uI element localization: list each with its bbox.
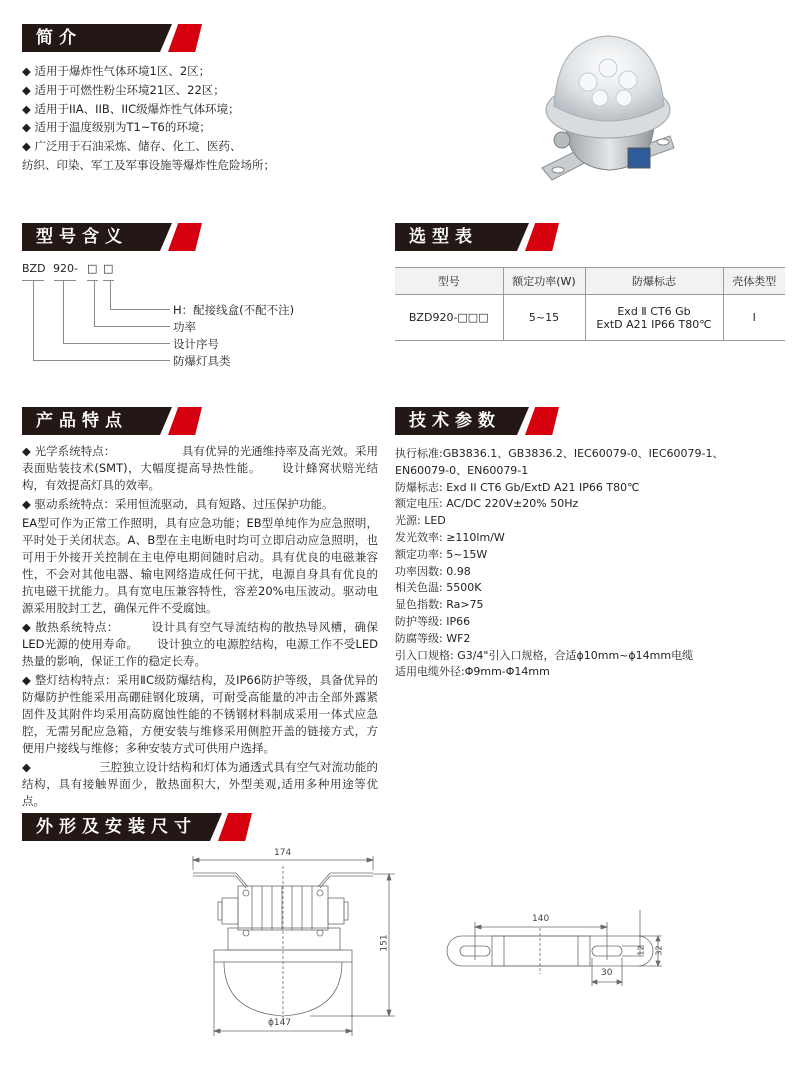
- ex-mark-line-1: Exd Ⅱ CT6 Gb: [617, 304, 691, 318]
- code-power-box: □: [87, 262, 98, 275]
- divider: [110, 280, 111, 309]
- divider: [94, 280, 95, 326]
- cell-power: 5~15: [503, 295, 585, 341]
- param-ex-mark: 防爆标志: Exd II CT6 Gb/ExtD A21 IP66 T80℃: [395, 480, 640, 494]
- param-standard: 执行标准:GB3836.1、GB3836.2、IEC60079-0、IEC60079-1、: [395, 447, 724, 460]
- features-text: [22, 443, 378, 812]
- front-view-drawing: [180, 840, 400, 1050]
- feature-structure: ◆ 整灯结构特点：采用ⅡC级防爆结构，及IP66防护等级，具备优异的防爆防护性能采用高硼硅钢化玻璃，可耐受高能量的冲击全部外露紧固件及其附件均采用高防腐蚀性能的不锈钢材料制成采用一体式应急腔，无需另配应急箱，方便安装与维修采用侧腔开盖的链接方式，方便用户接线与维修；多种安装方式可供用户选择。: [22, 673, 378, 755]
- selection-table: [395, 267, 785, 341]
- feature-chambers: ◆ 三腔独立设计结构和灯体为通透式具有空气对流功能的结构，具有接触界面少，散热面积大，外型美观,适用多种用途等优点。: [22, 760, 378, 808]
- tech-param-list: [395, 446, 724, 681]
- divider: [33, 360, 170, 361]
- param-anticorrosion: 防腐等级: WF2: [395, 631, 471, 645]
- section-title: 产品特点: [36, 411, 128, 431]
- list-item: ◆ 适用于IIA、IIB、IIC级爆炸性气体环境；: [22, 101, 240, 116]
- param-power-factor: 功率因数: 0.98: [395, 564, 471, 578]
- table-header-row: [395, 268, 785, 295]
- dim-bracket-width-32: 32: [654, 945, 664, 956]
- list-item: ◆ 适用于可燃性粉尘环境21区、22区；: [22, 82, 225, 97]
- label-power: 功率: [173, 320, 196, 334]
- dim-slot-width-12: 12: [636, 945, 646, 956]
- col-shell-type: 壳体类型: [732, 275, 777, 288]
- section-title: 型号含义: [36, 227, 128, 247]
- list-item: ◆ 广泛用于石油采炼、储存、化工、医药、: [22, 139, 242, 154]
- dim-height-151: 151: [379, 934, 390, 952]
- cell-shell: I: [752, 311, 756, 324]
- section-title: 外形及安装尺寸: [36, 817, 197, 837]
- section-header-selection-table: [395, 223, 565, 251]
- divider: [110, 309, 170, 310]
- label-lamp-category: 防爆灯具类: [173, 354, 231, 368]
- label-junction-box: H：配接线盒(不配不注): [173, 303, 295, 317]
- param-ip: 防护等级: IP66: [395, 614, 471, 628]
- code-junction-box: □: [103, 262, 114, 275]
- bracket-drawing: [440, 900, 670, 1000]
- section-header-dimensions: [22, 813, 252, 841]
- divider: [33, 280, 34, 360]
- col-model: 型号: [395, 268, 503, 295]
- divider: [103, 280, 114, 281]
- feature-optical: ◆ 光学系统特点： 具有优异的光通维持率及高光效。采用表面贴装技术(SMT)，大幅度提高导热性能。 设计蜂窝状赔光结构，有效提高灯具的效率。: [22, 444, 378, 492]
- section-header-intro: [22, 24, 192, 52]
- divider: [87, 280, 98, 281]
- col-ex-mark: 防爆标志: [585, 268, 723, 295]
- param-power: 额定功率: 5~15W: [395, 547, 488, 561]
- code-design-number: 920-: [53, 262, 78, 275]
- section-header-model-meaning: [22, 223, 192, 251]
- cell-ex-mark: [585, 295, 723, 341]
- param-standard-cont: EN60079-0、EN60079-1: [395, 463, 529, 477]
- param-cct: 相关色温: 5500K: [395, 581, 482, 595]
- intro-list: [22, 62, 275, 175]
- list-item: ◆ 适用于温度级别为T1~T6的环境；: [22, 120, 211, 135]
- param-efficacy: 发光效率: ≥110lm/W: [395, 530, 505, 544]
- divider: [63, 280, 64, 343]
- divider: [63, 343, 170, 344]
- section-title: 简介: [36, 28, 82, 48]
- dim-width-174: 174: [274, 848, 292, 858]
- table-row: [395, 295, 785, 341]
- feature-heat: ◆ 散热系统特点： 设计具有空气导流结构的散热导风槽，确保LED光源的使用寿命。 设计独立的电源腔结构，电源工作不受LED热量的影响，保证工作的稳定长寿。: [22, 620, 378, 668]
- divider: [54, 280, 76, 281]
- feature-driver: ◆ 驱动系统特点：采用恒流驱动，具有短路、过压保护功能。: [22, 497, 334, 511]
- divider: [94, 326, 170, 327]
- param-entry: 引入口规格: G3/4"引入口规格，合适ϕ10mm~ϕ14mm电缆: [395, 648, 694, 662]
- section-title: 技术参数: [409, 411, 501, 431]
- section-header-features: [22, 407, 192, 435]
- section-title: 选型表: [409, 227, 478, 247]
- cell-model: BZD920-□□□: [395, 295, 503, 341]
- col-rated-power: 额定功率(W): [503, 268, 585, 295]
- dim-slot-length-30: 30: [601, 968, 613, 978]
- param-light-source: 光源: LED: [395, 514, 446, 528]
- code-series: BZD: [22, 262, 46, 275]
- dim-diameter-147: ϕ147: [268, 1018, 292, 1028]
- param-voltage: 额定电压: AC/DC 220V±20% 50Hz: [395, 497, 579, 511]
- list-item: ◆ 适用于爆炸性气体环境1区、2区；: [22, 64, 211, 78]
- feature-driver-detail: EA型可作为正常工作照明，具有应急功能；EB型单纯作为应急照明，平时处于关闭状态。A、B型在主电断电时均可立即启动应急照明，也可用于外接开关控制在主电停电期间随时启动。具有优良的电磁兼容性，不会对其他电器、输电网络造成任何干扰，电源自身具有优良的抗电磁干扰能力。具有宽电压兼容特性，容差20%电压波动。驱动电源采用胶封工艺，确保元件不受腐蚀。: [22, 516, 378, 615]
- explosion-proof-lamp-image: [528, 18, 678, 188]
- dim-hole-spacing-140: 140: [532, 914, 550, 924]
- param-cri: 显色指数: Ra>75: [395, 598, 484, 612]
- label-design-number: 设计序号: [173, 337, 219, 351]
- product-photo: [528, 18, 678, 188]
- section-header-tech-params: [395, 407, 565, 435]
- param-cable-diameter: 适用电缆外径:Φ9mm-Φ14mm: [395, 665, 550, 679]
- ex-mark-line-2: ExtD A21 IP66 T80℃: [596, 317, 712, 331]
- model-code-diagram: [22, 262, 342, 372]
- list-item: 纺织、印染、军工及军事设施等爆炸性危险场所；: [22, 157, 275, 172]
